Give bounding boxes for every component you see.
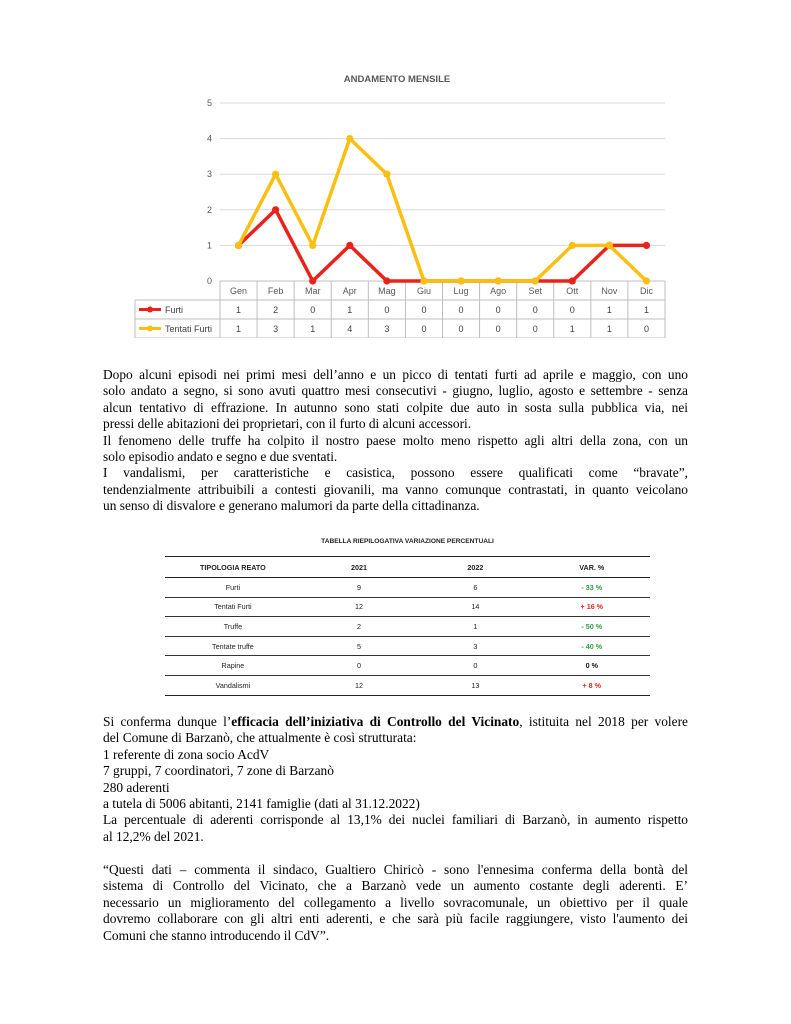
- cdv-paragraph: [103, 714, 688, 845]
- cell-crime-type: Truffe: [165, 617, 301, 637]
- column-header: TIPOLOGIA REATO: [165, 557, 301, 578]
- text-line: necessario un miglioramento del collegamento a livello sovracomunale, un obiettivo per il quale: [103, 894, 688, 910]
- data-point: [643, 277, 650, 284]
- cell-2022: 0: [417, 656, 533, 676]
- summary-table: [165, 556, 650, 696]
- table-row: [165, 597, 650, 617]
- cell-variation: 0 %: [534, 656, 650, 676]
- monthly-trend-chart: [130, 68, 675, 338]
- y-axis-ticks: [207, 98, 212, 286]
- cell-2021: 9: [301, 578, 417, 598]
- intro-text: Si conferma dunque l’: [103, 714, 232, 729]
- mayor-quote-paragraph: [103, 862, 688, 944]
- text-line: La percentuale di aderenti corrisponde al 13,1% dei nuclei familiari di Barzanò, in aumento rispetto: [103, 812, 688, 828]
- table-value: 0: [421, 324, 427, 334]
- column-header: VAR. %: [534, 557, 650, 578]
- x-category-label: Nov: [601, 286, 618, 296]
- table-value: 0: [532, 324, 538, 334]
- y-tick-label: 0: [206, 276, 212, 286]
- data-point: [383, 171, 390, 178]
- cell-2022: 3: [417, 636, 533, 656]
- y-tick-label: 4: [206, 133, 212, 144]
- cell-variation: + 8 %: [534, 675, 650, 695]
- data-point: [495, 277, 502, 284]
- column-header: 2022: [417, 557, 533, 578]
- list-item: 280 aderenti: [103, 779, 170, 795]
- y-tick-label: 5: [206, 98, 212, 108]
- text-line: al 12,2% del 2021.: [103, 828, 204, 844]
- cell-2022: 13: [417, 675, 533, 695]
- cell-2021: 2: [301, 617, 417, 637]
- data-point: [272, 206, 279, 213]
- table-value: 3: [273, 324, 279, 334]
- table-row: [165, 578, 650, 598]
- table-row: [165, 636, 650, 656]
- cell-variation: + 16 %: [534, 597, 650, 617]
- legend-key-marker: [147, 326, 153, 332]
- table-value: 1: [236, 324, 242, 334]
- table-value: 0: [532, 305, 538, 315]
- y-tick-label: 3: [206, 169, 212, 180]
- table-value: 0: [569, 305, 575, 315]
- text-line: alcun tentativo di effrazione. In autunno sono stati colpite due auto in sosta sulla pubblica via, nei: [103, 399, 688, 415]
- cell-crime-type: Vandalismi: [165, 675, 301, 695]
- cell-2022: 14: [417, 597, 533, 617]
- table-value: 1: [310, 324, 316, 334]
- data-point: [272, 171, 279, 178]
- list-item: a tutela di 5006 abitanti, 2141 famiglie (dati al 31.12.2022): [103, 796, 420, 812]
- table-value: 1: [569, 324, 575, 334]
- table-header-row: [165, 557, 650, 578]
- cell-variation: - 50 %: [534, 617, 650, 637]
- text-line: Il fenomeno delle truffe ha colpito il nostro paese molto meno rispetto agli altri della zona, con un: [103, 432, 688, 448]
- data-point: [235, 242, 242, 249]
- table-value: 0: [384, 305, 390, 315]
- table-value: 1: [606, 305, 612, 315]
- table-value: 0: [495, 305, 501, 315]
- data-point: [420, 277, 427, 284]
- data-point: [346, 135, 353, 142]
- cell-crime-type: Furti: [165, 578, 301, 598]
- column-header: 2021: [301, 557, 417, 578]
- x-category-label: Dic: [639, 286, 653, 296]
- cell-2022: 1: [417, 617, 533, 637]
- cell-crime-type: Tentate truffe: [165, 636, 301, 656]
- x-category-label: Lug: [453, 286, 469, 296]
- list-item: 1 referente di zona socio AcdV: [103, 746, 270, 762]
- text-line: Dopo alcuni episodi nei primi mesi dell’anno e un picco di tentati furti ad aprile e maggio, con uno: [103, 367, 688, 382]
- cell-2021: 12: [301, 675, 417, 695]
- data-point: [606, 242, 613, 249]
- x-category-label: Feb: [267, 286, 284, 296]
- intro-text-end: , istituita nel 2018 per volere: [519, 714, 688, 729]
- intro-paragraph: [103, 367, 688, 515]
- data-point: [643, 242, 650, 249]
- text-line: Comuni che stanno introducendo il CdV”.: [103, 927, 330, 943]
- x-category-label: Set: [528, 286, 542, 296]
- data-point: [346, 242, 353, 249]
- cell-variation: - 40 %: [534, 636, 650, 656]
- table-value: 1: [606, 324, 612, 334]
- table-value: 1: [347, 305, 353, 315]
- table-value: 0: [495, 324, 501, 334]
- text-line: “Questi dati – commenta il sindaco, Gualtiero Chiricò - sono l'ennesima conferma della bontà del: [103, 862, 688, 877]
- list-item: 7 gruppi, 7 coordinatori, 7 zone di Barzanò: [103, 763, 334, 779]
- text-line: sistema di Controllo del Vicinato, che a Barzanò vede un aumento costante degli aderenti. E’: [103, 878, 688, 894]
- summary-table-title: TABELLA RIEPILOGATIVA VARIAZIONE PERCENTUALI: [321, 538, 494, 545]
- text-line: [103, 714, 688, 730]
- x-category-label: Ott: [566, 286, 579, 296]
- table-value: 0: [458, 324, 464, 334]
- data-point: [383, 277, 390, 284]
- x-category-label: Gen: [230, 286, 248, 296]
- table-value: 2: [273, 305, 279, 315]
- data-point: [457, 277, 464, 284]
- text-line: del Comune di Barzanò, che attualmente è così strutturata:: [103, 730, 417, 746]
- table-value: 4: [347, 324, 353, 334]
- data-point: [309, 277, 316, 284]
- cell-2021: 12: [301, 597, 417, 617]
- table-value: 3: [384, 324, 390, 334]
- x-category-label: Ago: [490, 286, 507, 296]
- cell-variation: - 33 %: [534, 578, 650, 598]
- cell-crime-type: Rapine: [165, 656, 301, 676]
- text-line: solo episodio andato e segno e due sventati.: [103, 449, 338, 465]
- table-value: 0: [421, 305, 427, 315]
- x-category-label: Mag: [378, 286, 396, 296]
- data-point: [569, 277, 576, 284]
- text-line: un senso di disvalore e generano malumori da parte della cittadinanza.: [103, 498, 480, 514]
- table-value: 0: [458, 305, 464, 315]
- x-category-label: Mar: [304, 286, 321, 296]
- table-value: 1: [236, 305, 242, 315]
- legend-series-name: Furti: [165, 305, 183, 315]
- table-row: [165, 617, 650, 637]
- text-line: dovremo collaborare con gli altri enti aderenti, e che sarà più facile raggiungere, visto l'aumento dei: [103, 911, 688, 927]
- text-line: tendenzialmente attribuibili a contesti giovanili, ma vanno comunque contrastati, in quanto veicolano: [103, 481, 688, 497]
- data-point: [309, 242, 316, 249]
- legend-key-marker: [147, 307, 153, 313]
- text-line: solo andato a segno, si sono avuti quattro mesi consecutivi - giugno, luglio, agosto e settembre - senza: [103, 383, 688, 399]
- chart-title: ANDAMENTO MENSILE: [343, 74, 451, 85]
- y-tick-label: 1: [206, 240, 212, 251]
- legend-series-name: Tentati Furti: [165, 324, 213, 334]
- y-tick-label: 2: [206, 204, 212, 215]
- chart-data-table: [135, 281, 665, 338]
- cell-2022: 6: [417, 578, 533, 598]
- data-point: [532, 277, 539, 284]
- data-point: [569, 242, 576, 249]
- text-line: pressi delle abitazioni dei proprietari, con il furto di alcuni accessori.: [103, 416, 472, 432]
- cell-2021: 5: [301, 636, 417, 656]
- table-value: 1: [643, 305, 649, 315]
- summary-table-body: [165, 578, 650, 696]
- table-value: 0: [643, 324, 649, 334]
- cell-crime-type: Tentati Furti: [165, 597, 301, 617]
- table-value: 0: [310, 305, 316, 315]
- table-row: [165, 656, 650, 676]
- bold-initiative-text: efficacia dell’iniziativa di Controllo del Vicinato: [231, 714, 520, 729]
- x-category-label: Apr: [342, 286, 357, 296]
- x-category-label: Giu: [416, 286, 431, 296]
- table-row: [165, 675, 650, 695]
- text-line: I vandalismi, per caratteristiche e casistica, possono essere qualificati come “bravate”,: [103, 465, 688, 481]
- cell-2021: 0: [301, 656, 417, 676]
